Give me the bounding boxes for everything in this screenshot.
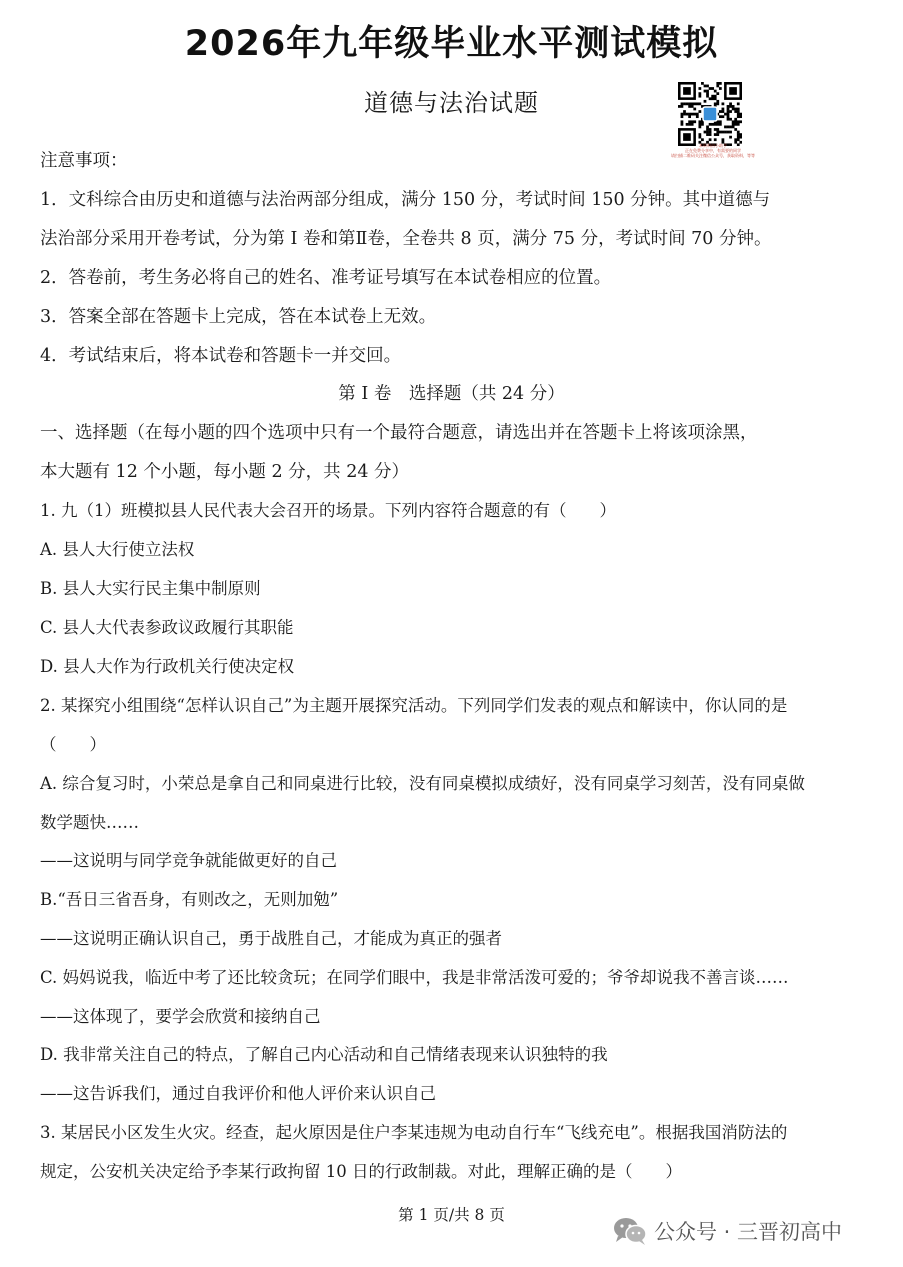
option-note: ——这体现了，要学会欣赏和接纳自己 bbox=[40, 1007, 321, 1026]
option-note: ——这说明与同学竞争就能做更好的自己 bbox=[40, 851, 337, 870]
subject-title: 道德与法治试题 bbox=[364, 89, 539, 117]
qr-note-line: 请扫描二维码关注微信公众号，获取资料，等等 bbox=[671, 153, 755, 158]
section-title: 第 I 卷 选择题（共 24 分） bbox=[338, 384, 565, 404]
answer-option: A. 县人大行使立法权 bbox=[40, 540, 195, 559]
answer-option: A. 综合复习时，小荣总是拿自己和同桌进行比较，没有同桌模拟成绩好，没有同桌学习刻苦，没有同桌做 bbox=[40, 774, 805, 793]
notice-item: 法治部分采用开卷考试，分为第 I 卷和第Ⅱ卷，全卷共 8 页，满分 75 分，考试时间 70 分钟。 bbox=[40, 229, 772, 249]
wechat-icon bbox=[612, 1216, 648, 1246]
notice-heading: 注意事项： bbox=[40, 151, 128, 171]
section-instructions: 本大题有 12 个小题，每小题 2 分，共 24 分） bbox=[40, 462, 410, 482]
qr-note-line: 正在免费分享中，有需要的同学 bbox=[685, 148, 741, 153]
answer-option: C. 妈妈说我，临近中考了还比较贪玩；在同学们眼中，我是非常活泼可爱的；爷爷却说我不善言谈…… bbox=[40, 968, 789, 987]
section-instructions: 一、选择题（在每小题的四个选项中只有一个最符合题意，请选出并在答题卡上将该项涂黑， bbox=[40, 423, 758, 443]
exam-title: 2026年九年级毕业水平测试模拟 bbox=[184, 24, 719, 64]
wechat-watermark bbox=[612, 1213, 842, 1249]
question-stem: 规定，公安机关决定给予李某行政拘留 10 日的行政制裁。对此，理解正确的是（ ） bbox=[40, 1162, 682, 1181]
notice-item: 3．答案全部在答题卡上完成，答在本试卷上无效。 bbox=[40, 307, 437, 327]
answer-option: B. 县人大实行民主集中制原则 bbox=[40, 579, 261, 598]
option-note: ——这告诉我们，通过自我评价和他人评价来认识自己 bbox=[40, 1084, 436, 1103]
question-stem: 1. 九（1）班模拟县人民代表大会召开的场景。下列内容符合题意的有（ ） bbox=[40, 501, 616, 520]
answer-option: D. 县人大作为行政机关行使决定权 bbox=[40, 657, 295, 676]
notice-item: 4．考试结束后，将本试卷和答题卡一并交回。 bbox=[40, 346, 402, 366]
question-stem: （ ） bbox=[40, 735, 106, 754]
answer-option: 数学题快…… bbox=[40, 813, 139, 832]
qr-code-icon bbox=[678, 82, 742, 146]
watermark-text: 公众号 · 三晋初高中 bbox=[654, 1220, 843, 1244]
notice-item: 2．答卷前，考生务必将自己的姓名、准考证号填写在本试卷相应的位置。 bbox=[40, 268, 612, 288]
question-stem: 2. 某探究小组围绕“怎样认识自己”为主题开展探究活动。下列同学们发表的观点和解读中，你认同的是 bbox=[40, 696, 788, 715]
answer-option: B.“吾日三省吾身，有则改之，无则加勉” bbox=[40, 890, 339, 909]
page-number: 第 1 页/共 8 页 bbox=[398, 1206, 505, 1224]
option-note: ——这说明正确认识自己，勇于战胜自己，才能成为真正的强者 bbox=[40, 929, 502, 948]
question-stem: 3. 某居民小区发生火灾。经查，起火原因是住户李某违规为电动自行车“飞线充电”。根据我国消防法的 bbox=[40, 1123, 788, 1142]
answer-option: D. 我非常关注自己的特点，了解自己内心活动和自己情绪表现来认识独特的我 bbox=[40, 1045, 608, 1064]
answer-option: C. 县人大代表参政议政履行其职能 bbox=[40, 618, 294, 637]
notice-item: 1．文科综合由历史和道德与法治两部分组成，满分 150 分，考试时间 150 分钟。其中道德与 bbox=[40, 190, 771, 210]
qr-note-line: 本资料由小助手 bbox=[699, 143, 727, 148]
